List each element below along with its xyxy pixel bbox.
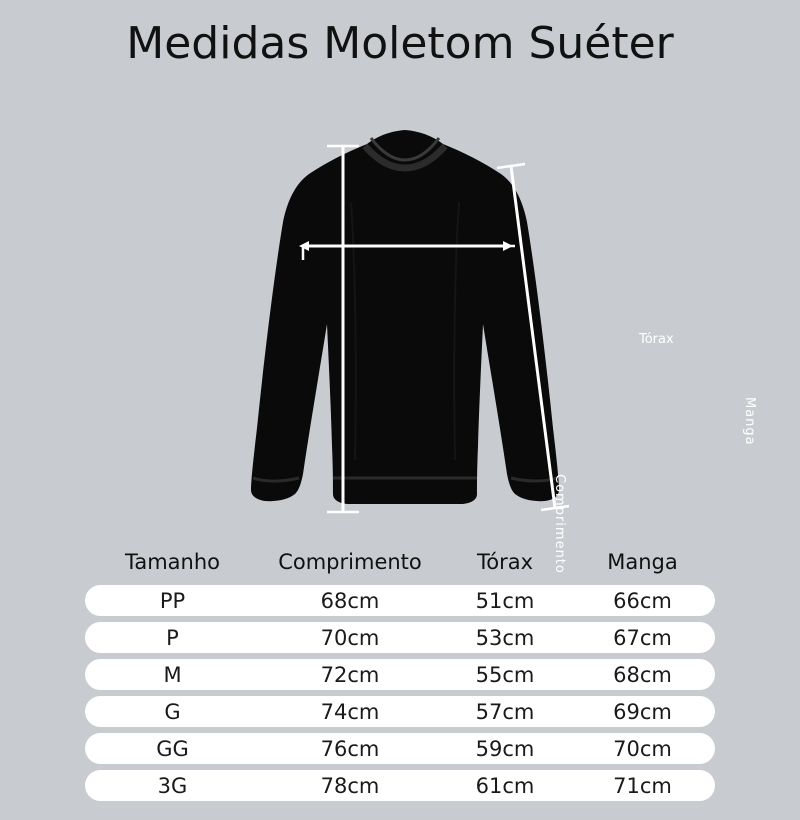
cell-length: 76cm <box>320 736 380 761</box>
table-row <box>85 770 715 801</box>
cell-length: 74cm <box>320 699 380 724</box>
table-row <box>85 733 715 764</box>
cell-chest: 53cm <box>475 625 535 650</box>
cell-chest: 57cm <box>475 699 535 724</box>
cell-chest: 51cm <box>475 588 535 613</box>
table-row <box>85 696 715 727</box>
cell-sleeve: 66cm <box>613 588 672 613</box>
cell-length: 70cm <box>320 625 380 650</box>
header-size: Tamanho <box>124 550 220 574</box>
header-length: Comprimento <box>278 550 422 574</box>
cell-sleeve: 67cm <box>613 625 672 650</box>
header-sleeve: Manga <box>607 550 678 574</box>
sweatshirt-illustration <box>215 110 757 574</box>
table-row <box>85 659 715 690</box>
page-title: Medidas Moletom Suéter <box>126 18 674 69</box>
cell-size: PP <box>159 588 186 613</box>
cell-chest: 59cm <box>475 736 535 761</box>
table-row <box>85 622 715 653</box>
cell-sleeve: 68cm <box>613 662 672 687</box>
cell-size: 3G <box>157 773 188 798</box>
chest-measure-label: Tórax <box>639 332 674 347</box>
sweatshirt-drawing <box>215 110 595 530</box>
cell-size: G <box>164 699 181 724</box>
cell-length: 78cm <box>320 773 380 798</box>
cell-sleeve: 70cm <box>613 736 672 761</box>
cell-sleeve: 69cm <box>613 699 672 724</box>
sleeve-measure-label: Manga <box>742 397 757 446</box>
length-measure-label: Comprimento <box>552 474 567 574</box>
table-header-row <box>85 545 715 579</box>
header-chest: Tórax <box>476 550 534 574</box>
cell-sleeve: 71cm <box>613 773 672 798</box>
cell-size: P <box>166 625 179 650</box>
cell-chest: 55cm <box>475 662 535 687</box>
cell-length: 68cm <box>320 588 380 613</box>
cell-size: M <box>163 662 182 687</box>
cell-length: 72cm <box>320 662 380 687</box>
size-table <box>85 545 715 807</box>
table-row <box>85 585 715 616</box>
cell-size: GG <box>156 736 189 761</box>
cell-chest: 61cm <box>475 773 535 798</box>
